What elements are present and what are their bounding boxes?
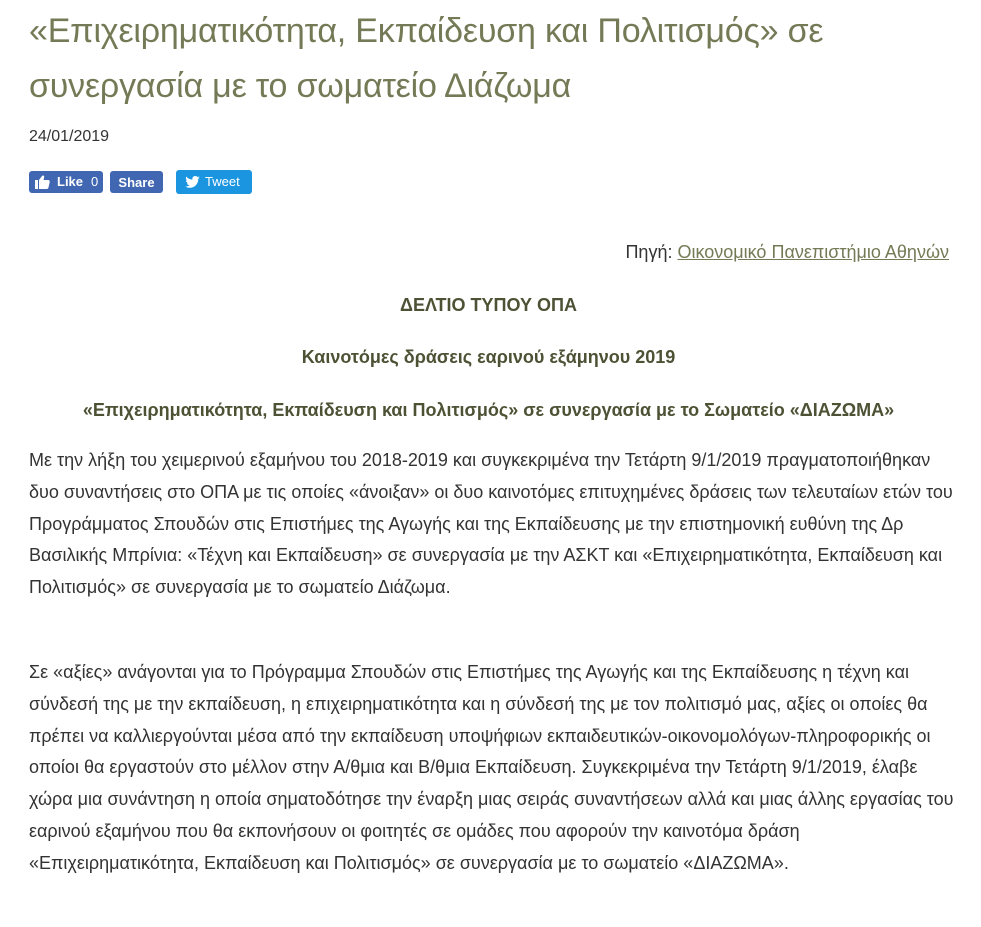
tweet-label: Tweet: [205, 174, 240, 189]
press-release-subheading: Καινοτόμες δράσεις εαρινού εξάμηνου 2019: [301, 347, 676, 367]
article-title: «Επιχειρηματικότητα, Εκπαίδευση και Πολιτισμός» σε συνεργασία με το σωματείο Διάζωμα: [29, 12, 824, 105]
facebook-share-button[interactable]: Share: [110, 171, 163, 193]
twitter-bird-icon: [185, 176, 200, 188]
thumbs-up-icon: [35, 175, 50, 189]
source-line: [625, 241, 949, 263]
tweet-button[interactable]: [176, 170, 252, 194]
source-link[interactable]: Οικονομικό Πανεπιστήμιο Αθηνών: [677, 242, 949, 262]
source-label: Πηγή:: [625, 242, 673, 262]
body-paragraph: Με την λήξη του χειμερινού εξαμήνου του 2018-2019 και συγκεκριμένα την Τετάρτη 9/1/2019 πραγματοποιήθηκαν δυο συναντήσεις στο ΟΠΑ με τις οποίες «άνοιξαν» οι δυο καινοτόμες επιτυχημένες δράσεις των τελευταίων ετών του Προγράμματος Σπουδών στις Επιστήμες της Αγωγής και της Εκπαίδευσης με την επιστημονική ευθύνη της Δρ Βασιλικής Μπρίνια: «Τέχνη και Εκπαίδευση» σε συνεργασία με την ΑΣΚΤ και «Επιχειρηματικότητα, Εκπαίδευση και Πολιτισμός» σε συνεργασία με το σωματείο Διάζωμα.: [29, 450, 953, 598]
like-count: 0: [91, 174, 99, 189]
like-label: Like: [57, 174, 84, 189]
publish-date: 24/01/2019: [29, 128, 110, 145]
facebook-like-button[interactable]: [29, 171, 103, 193]
body-paragraph: Σε «αξίες» ανάγονται για το Πρόγραμμα Σπουδών στις Επιστήμες της Αγωγής και της Εκπαίδευσης η τέχνη και σύνδεσή της με την εκπαίδευση, η επιχειρηματικότητα και η σύνδεσή της με τον πολιτισμό μας, αξίες οι οποίες θα πρέπει να καλλιεργούνται μέσα από την εκπαίδευση υποψήφιων εκπαιδευτικών-οικονομολόγων-πληροφορικής οι οποίοι θα εργαστούν στο μέλλον στην Α/θμια και Β/θμια Εκπαίδευση. Συγκεκριμένα την Τετάρτη 9/1/2019, έλαβε χώρα μια συνάντηση η οποία σηματοδότησε την έναρξη μιας σειράς συναντήσεων αλλά και μιας άλλης εργασίας του εαρινού εξαμήνου που θα εκπονήσουν οι φοιτητές σε ομάδες που αφορούν την καινοτόμα δράση «Επιχειρηματικότητα, Εκπαίδευση και Πολιτισμός» σε συνεργασία με το σωματείο «ΔΙΑΖΩΜΑ».: [29, 662, 954, 873]
press-release-headline: «Επιχειρηματικότητα, Εκπαίδευση και Πολιτισμός» σε συνεργασία με το Σωματείο «ΔΙΑΖΩΜΑ»: [82, 400, 895, 420]
press-release-heading: ΔΕΛΤΙΟ ΤΥΠΟΥ ΟΠΑ: [400, 295, 577, 315]
